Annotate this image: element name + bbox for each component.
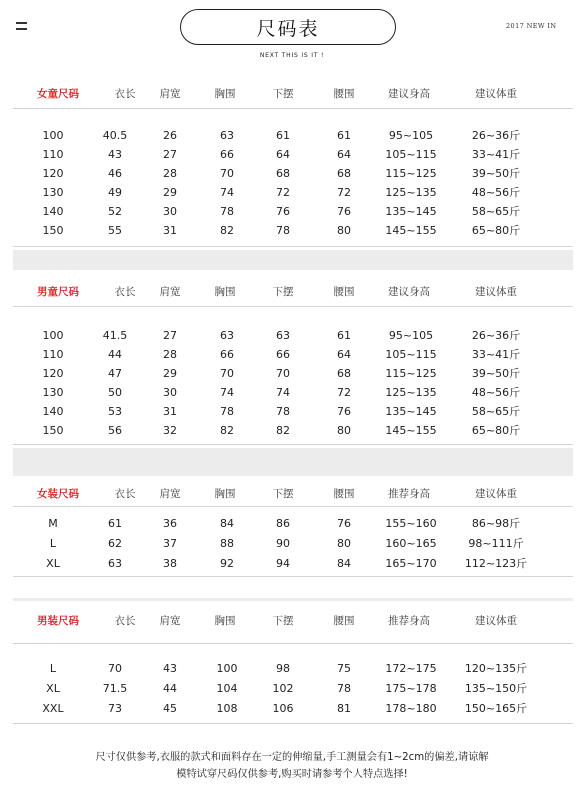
table-cell: 65~80斤 xyxy=(471,424,521,437)
table-cell: 63 xyxy=(108,556,122,570)
table-header xyxy=(13,611,573,629)
table-cell: 68 xyxy=(276,166,290,180)
table-rule xyxy=(13,506,573,507)
table-cell: 140 xyxy=(42,404,64,418)
table-cell: 74 xyxy=(276,385,290,399)
column-header: 建议体重 xyxy=(475,614,517,627)
page-title: 尺码表 xyxy=(180,9,396,45)
column-header: 衣长 xyxy=(114,614,136,627)
table-cell: 28 xyxy=(163,347,177,361)
table-cell: 74 xyxy=(220,185,234,199)
column-header: 肩宽 xyxy=(159,87,181,100)
table-cell: 63 xyxy=(220,328,234,342)
brand-label: 2017 NEW IN xyxy=(506,22,557,30)
table-cell: 27 xyxy=(163,147,177,161)
column-header: 建议体重 xyxy=(475,285,517,298)
table-cell: 94 xyxy=(276,556,290,570)
table-cell: 56 xyxy=(108,423,122,437)
table-rule xyxy=(13,246,573,247)
table-cell: 43 xyxy=(163,661,177,675)
table-cell: 31 xyxy=(163,223,177,237)
table-cell: 130 xyxy=(42,185,64,199)
table-cell: 48~56斤 xyxy=(471,386,521,399)
section-divider-band xyxy=(13,448,573,476)
table-cell: 72 xyxy=(337,185,351,199)
women-size-table xyxy=(13,476,573,578)
table-cell: 155~160 xyxy=(385,516,437,530)
table-row xyxy=(13,164,573,182)
table-cell: 30 xyxy=(163,204,177,218)
table-cell: XXL xyxy=(42,701,64,715)
table-cell: 74 xyxy=(220,385,234,399)
table-cell: 63 xyxy=(276,328,290,342)
table-cell: 76 xyxy=(276,204,290,218)
table-rule xyxy=(13,108,573,109)
table-cell: 145~155 xyxy=(385,423,437,437)
table-cell: 105~115 xyxy=(385,347,437,361)
table-cell: 72 xyxy=(337,385,351,399)
table-cell: 38 xyxy=(163,556,177,570)
column-header: 胸围 xyxy=(214,285,236,298)
size-category-label: 男童尺码 xyxy=(37,285,79,298)
table-cell: 100 xyxy=(42,128,64,142)
table-row xyxy=(13,145,573,163)
column-header: 下摆 xyxy=(272,87,294,100)
table-cell: 29 xyxy=(163,185,177,199)
table-cell: XL xyxy=(46,681,60,695)
table-cell: 88 xyxy=(220,536,234,550)
column-header: 胸围 xyxy=(214,614,236,627)
table-cell: 150 xyxy=(42,423,64,437)
table-rule xyxy=(13,576,573,577)
column-header: 下摆 xyxy=(272,487,294,500)
column-header: 推荐身高 xyxy=(388,487,430,500)
table-cell: 135~145 xyxy=(385,404,437,418)
men-size-table xyxy=(13,598,573,736)
table-cell: 110 xyxy=(42,347,64,361)
table-cell: 27 xyxy=(163,328,177,342)
table-cell: 29 xyxy=(163,366,177,380)
table-cell: 37 xyxy=(163,536,177,550)
table-cell: 150 xyxy=(42,223,64,237)
table-cell: 76 xyxy=(337,516,351,530)
table-cell: 61 xyxy=(337,328,351,342)
table-cell: 76 xyxy=(337,204,351,218)
column-header: 推荐身高 xyxy=(388,614,430,627)
table-cell: 78 xyxy=(276,223,290,237)
table-cell: 58~65斤 xyxy=(471,405,521,418)
table-cell: 71.5 xyxy=(102,681,128,695)
table-cell: 31 xyxy=(163,404,177,418)
table-row xyxy=(13,679,573,697)
column-header: 建议体重 xyxy=(475,87,517,100)
table-cell: 105~115 xyxy=(385,147,437,161)
table-cell: 95~105 xyxy=(388,128,434,142)
table-cell: 68 xyxy=(337,366,351,380)
tagline: NEXT THIS IS IT ! xyxy=(259,52,325,59)
table-cell: 61 xyxy=(337,128,351,142)
table-cell: 75 xyxy=(337,661,351,675)
table-cell: 98 xyxy=(276,661,290,675)
menu-icon[interactable] xyxy=(16,22,27,34)
table-cell: L xyxy=(49,661,57,675)
column-header: 腰围 xyxy=(333,487,355,500)
column-header: 建议身高 xyxy=(388,87,430,100)
table-cell: 115~125 xyxy=(385,166,437,180)
table-cell: 135~145 xyxy=(385,204,437,218)
table-cell: 70 xyxy=(220,366,234,380)
column-header: 建议身高 xyxy=(388,285,430,298)
table-row xyxy=(13,534,573,552)
table-cell: 98~111斤 xyxy=(468,537,524,550)
table-header xyxy=(13,484,573,502)
table-row xyxy=(13,202,573,220)
table-cell: 43 xyxy=(108,147,122,161)
column-header: 建议体重 xyxy=(475,487,517,500)
table-cell: 44 xyxy=(163,681,177,695)
table-cell: 76 xyxy=(337,404,351,418)
column-header: 衣长 xyxy=(114,487,136,500)
table-row xyxy=(13,554,573,572)
table-cell: 47 xyxy=(108,366,122,380)
table-cell: 36 xyxy=(163,516,177,530)
table-row xyxy=(13,221,573,239)
table-cell: 73 xyxy=(108,701,122,715)
table-cell: 84 xyxy=(220,516,234,530)
table-row xyxy=(13,514,573,532)
table-cell: 48~56斤 xyxy=(471,186,521,199)
table-cell: 82 xyxy=(220,223,234,237)
table-cell: 178~180 xyxy=(385,701,437,715)
table-cell: L xyxy=(49,536,57,550)
table-cell: 100 xyxy=(216,661,238,675)
table-cell: 64 xyxy=(337,347,351,361)
table-cell: 41.5 xyxy=(102,328,128,342)
table-header xyxy=(13,282,573,300)
footer-note-2: 模特试穿尺码仅供参考,购买时请参考个人特点选择! xyxy=(176,769,408,780)
column-header: 衣长 xyxy=(114,87,136,100)
table-cell: M xyxy=(48,516,58,530)
table-row xyxy=(13,364,573,382)
table-header xyxy=(13,84,573,102)
table-cell: 108 xyxy=(216,701,238,715)
table-cell: 39~50斤 xyxy=(471,367,521,380)
table-row xyxy=(13,421,573,439)
table-cell: 175~178 xyxy=(385,681,437,695)
table-cell: 33~41斤 xyxy=(471,348,521,361)
table-cell: 68 xyxy=(337,166,351,180)
table-cell: 86 xyxy=(276,516,290,530)
table-cell: 55 xyxy=(108,223,122,237)
table-cell: 125~135 xyxy=(385,185,437,199)
table-cell: 39~50斤 xyxy=(471,167,521,180)
table-cell: 66 xyxy=(220,147,234,161)
table-cell: 100 xyxy=(42,328,64,342)
table-cell: 30 xyxy=(163,385,177,399)
table-cell: 64 xyxy=(337,147,351,161)
table-cell: 172~175 xyxy=(385,661,437,675)
table-cell: 64 xyxy=(276,147,290,161)
table-cell: 61 xyxy=(276,128,290,142)
table-cell: 58~65斤 xyxy=(471,205,521,218)
column-header: 衣长 xyxy=(114,285,136,298)
table-cell: 32 xyxy=(163,423,177,437)
table-cell: 70 xyxy=(108,661,122,675)
table-cell: 120~135斤 xyxy=(464,662,528,675)
table-cell: 78 xyxy=(220,404,234,418)
table-row xyxy=(13,326,573,344)
table-cell: 82 xyxy=(220,423,234,437)
column-header: 胸围 xyxy=(214,87,236,100)
table-cell: 150~165斤 xyxy=(464,702,528,715)
column-header: 肩宽 xyxy=(159,487,181,500)
table-cell: 135~150斤 xyxy=(464,682,528,695)
table-cell: 80 xyxy=(337,423,351,437)
table-cell: 145~155 xyxy=(385,223,437,237)
table-cell: 130 xyxy=(42,385,64,399)
column-header: 腰围 xyxy=(333,614,355,627)
table-rule xyxy=(13,723,573,724)
column-header: 下摆 xyxy=(272,285,294,298)
table-cell: 82 xyxy=(276,423,290,437)
table-cell: 160~165 xyxy=(385,536,437,550)
table-cell: 26 xyxy=(163,128,177,142)
table-row xyxy=(13,383,573,401)
girls-size-table xyxy=(13,74,573,248)
table-cell: XL xyxy=(46,556,60,570)
table-row xyxy=(13,659,573,677)
table-cell: 44 xyxy=(108,347,122,361)
table-cell: 110 xyxy=(42,147,64,161)
footer-note-1: 尺寸仅供参考,衣服的款式和面料存在一定的伸缩量,手工测量会有1~2cm的偏差,请谅解 xyxy=(95,752,489,763)
table-cell: 28 xyxy=(163,166,177,180)
column-header: 胸围 xyxy=(214,487,236,500)
table-cell: 53 xyxy=(108,404,122,418)
table-cell: 92 xyxy=(220,556,234,570)
table-cell: 66 xyxy=(220,347,234,361)
table-cell: 45 xyxy=(163,701,177,715)
column-header: 肩宽 xyxy=(159,614,181,627)
table-cell: 102 xyxy=(272,681,294,695)
table-cell: 80 xyxy=(337,536,351,550)
table-cell: 49 xyxy=(108,185,122,199)
table-cell: 46 xyxy=(108,166,122,180)
table-row xyxy=(13,183,573,201)
size-category-label: 男装尺码 xyxy=(37,614,79,627)
table-cell: 84 xyxy=(337,556,351,570)
table-cell: 95~105 xyxy=(388,328,434,342)
table-cell: 86~98斤 xyxy=(471,517,521,530)
table-cell: 104 xyxy=(216,681,238,695)
table-cell: 78 xyxy=(276,404,290,418)
table-cell: 140 xyxy=(42,204,64,218)
table-row xyxy=(13,345,573,363)
table-cell: 72 xyxy=(276,185,290,199)
column-header: 肩宽 xyxy=(159,285,181,298)
size-category-label: 女童尺码 xyxy=(37,87,79,100)
table-cell: 50 xyxy=(108,385,122,399)
table-cell: 78 xyxy=(220,204,234,218)
table-rule xyxy=(13,444,573,445)
table-cell: 112~123斤 xyxy=(464,557,528,570)
table-cell: 106 xyxy=(272,701,294,715)
boys-size-table xyxy=(13,270,573,446)
table-cell: 78 xyxy=(337,681,351,695)
table-row xyxy=(13,402,573,420)
table-cell: 26~36斤 xyxy=(471,329,521,342)
table-cell: 70 xyxy=(276,366,290,380)
column-header: 下摆 xyxy=(272,614,294,627)
table-cell: 52 xyxy=(108,204,122,218)
table-cell: 61 xyxy=(108,516,122,530)
section-divider-band xyxy=(13,250,573,270)
table-cell: 90 xyxy=(276,536,290,550)
table-cell: 80 xyxy=(337,223,351,237)
table-cell: 120 xyxy=(42,166,64,180)
size-category-label: 女装尺码 xyxy=(37,487,79,500)
table-cell: 81 xyxy=(337,701,351,715)
table-cell: 70 xyxy=(220,166,234,180)
table-rule xyxy=(13,643,573,644)
table-cell: 63 xyxy=(220,128,234,142)
column-header: 腰围 xyxy=(333,87,355,100)
table-row xyxy=(13,126,573,144)
table-row xyxy=(13,699,573,717)
table-rule xyxy=(13,306,573,307)
table-cell: 40.5 xyxy=(102,128,128,142)
table-cell: 165~170 xyxy=(385,556,437,570)
table-cell: 26~36斤 xyxy=(471,129,521,142)
table-cell: 125~135 xyxy=(385,385,437,399)
table-cell: 65~80斤 xyxy=(471,224,521,237)
table-cell: 66 xyxy=(276,347,290,361)
column-header: 腰围 xyxy=(333,285,355,298)
table-cell: 120 xyxy=(42,366,64,380)
table-cell: 33~41斤 xyxy=(471,148,521,161)
table-cell: 115~125 xyxy=(385,366,437,380)
table-cell: 62 xyxy=(108,536,122,550)
